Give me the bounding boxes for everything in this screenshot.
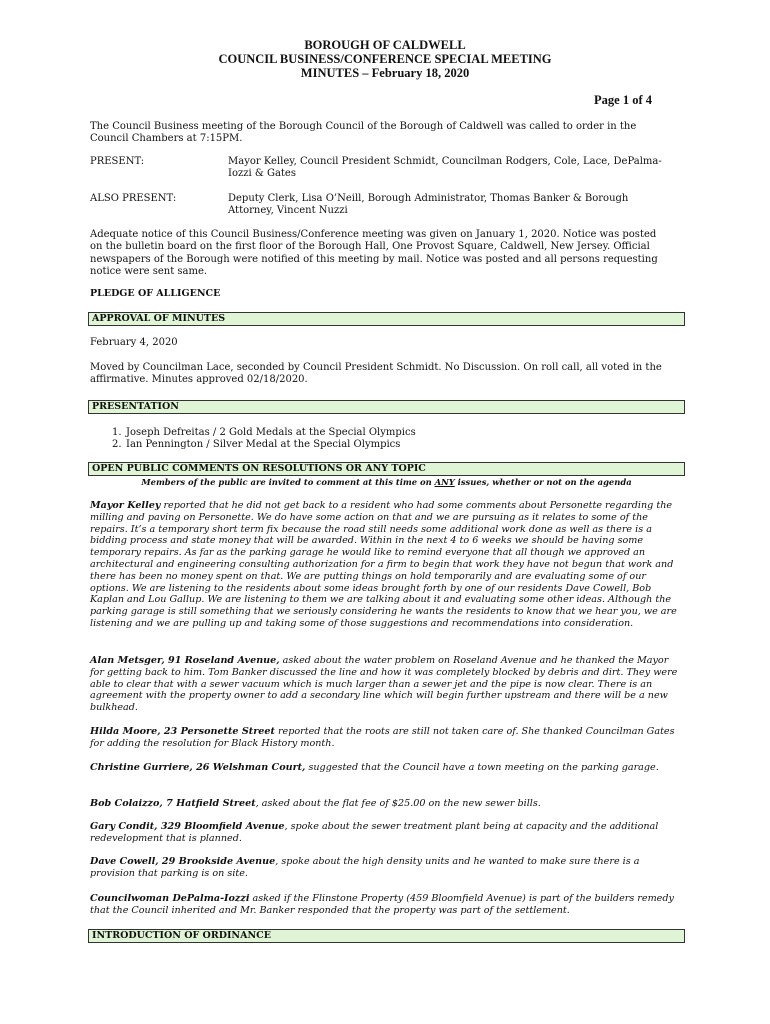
commenter-name: Bob Colaizzo, 7 Hatfield Street: [90, 798, 256, 809]
item-number: 2.: [112, 439, 122, 450]
commenter-name: Hilda Moore, 23 Personette Street: [90, 726, 275, 737]
minutes-date-title: MINUTES – February 18, 2020: [300, 66, 470, 80]
commenter-name: Councilwoman DePalma-Iozzi: [90, 893, 250, 904]
list-item: [112, 439, 416, 451]
approval-date: February 4, 2020: [90, 337, 178, 348]
public-comment: [90, 798, 680, 810]
commenter-name: Gary Condit, 329 Bloomfield Avenue: [90, 821, 285, 832]
public-comment: [90, 856, 680, 880]
comment-text: reported that he did not get back to a resident who had some comments about Personette regarding the milling and paving on Personette. We do have some action on that and we are pursuing as it relates to some of the repairs. It’s a temporary short term fix because the road still needs some additional work done as well as there is a bidding process and state money that will be awarded. Within in the next 4 to 6 weeks we should be having some temporary repairs. As far as the parking garage he would like to remind everyone that all though we approved an architectural and engineering consulting authorization for a firm to begin that work they have not begun that work and there has been no money spent on that. We are putting things on hold temporarily and are evaluating some of our options. We are listening to the residents about some ideas brought forth by one of our residents Dave Cowell, Bob Kaplan and Lou Gallup. We are listening to them we are talking about it and evaluating some other ideas. Although the parking garage is still something that we seriously considering he wants the residents to know that we hear you, we are listening and we are pulling up and taking some of those suggestions and recommendations into consideration.: [90, 500, 677, 629]
approval-motion: Moved by Councilman Lace, seconded by Council President Schmidt. No Discussion. On roll call, all voted in the affirmative. Minutes approved 02/18/2020.: [90, 362, 662, 386]
public-comments-subtitle: [88, 477, 685, 487]
comment-text: asked about the water problem on Roseland Avenue and he thanked the Mayor for getting back to him. Tom Banker discussed the line and how it was completely blocked by debris and dirt. They were able to clear that with a sewer vacuum which is much larger than a sewer jet and the pipe is now clear. There is an agreement with the property owner to add a secondary line which will begin further upstream and there will be a new bulkhead.: [90, 655, 678, 714]
public-comment: [90, 655, 680, 714]
also-present-value: Deputy Clerk, Lisa O’Neill, Borough Administrator, Thomas Banker & Borough Attorney, Vincent Nuzzi: [228, 193, 629, 217]
commenter-name: Christine Gurriere, 26 Welshman Court,: [90, 762, 306, 773]
comment-text: asked if the Flinstone Property (459 Bloomfield Avenue) is part of the builders remedy that the Council inherited and Mr. Banker responded that the property was part of the settlement.: [90, 893, 674, 916]
comment-text: , spoke about the sewer treatment plant being at capacity and the additional redevelopment that is planned.: [90, 821, 659, 844]
comment-text: suggested that the Council have a town meeting on the parking garage.: [305, 762, 659, 773]
also-present-label: ALSO PRESENT:: [90, 193, 177, 204]
commenter-name: Mayor Kelley: [90, 500, 161, 511]
borough-title: BOROUGH OF CALDWELL: [304, 38, 466, 52]
public-comment: [90, 893, 680, 917]
approval-section-header: APPROVAL OF MINUTES: [88, 312, 685, 326]
comment-text: , spoke about the high density units and he wanted to make sure there is a provision that parking is on site.: [90, 856, 640, 879]
subtitle-text-end: issues, whether or not on the agenda: [454, 477, 632, 487]
presentation-section-header: PRESENTATION: [88, 400, 685, 414]
comment-text: reported that the roots are still not taken care of. She thanked Councilman Gates for adding the resolution for Black History month.: [90, 726, 675, 749]
commenter-name: Dave Cowell, 29 Brookside Avenue: [90, 856, 276, 867]
public-comment: [90, 726, 680, 750]
commenter-name: Alan Metsger, 91 Roseland Avenue,: [90, 655, 280, 666]
presentation-list: [112, 427, 416, 451]
item-text: Ian Pennington / Silver Medal at the Special Olympics: [126, 439, 401, 450]
ordinance-section-header: INTRODUCTION OF ORDINANCE: [88, 929, 685, 943]
item-number: 1.: [112, 427, 122, 438]
public-comment: [90, 500, 680, 630]
subtitle-emphasis: ANY: [434, 477, 455, 487]
present-label: PRESENT:: [90, 156, 145, 167]
notice-paragraph: Adequate notice of this Council Business/Conference meeting was given on January 1, 2020. Notice was posted on the bulletin board on the first floor of the Borough Hall, One Provost Square, Caldwell, New Jersey. Official newspapers of the Borough were notified of this meeting by mail. Notice was posted and all persons requesting notice were sent same.: [90, 229, 658, 278]
subtitle-text: Members of the public are invited to comment at this time on: [141, 477, 435, 487]
comment-text: , asked about the flat fee of $25.00 on the new sewer bills.: [255, 798, 541, 809]
page-number: Page 1 of 4: [594, 93, 652, 107]
item-text: Joseph Defreitas / 2 Gold Medals at the Special Olympics: [126, 427, 416, 438]
public-comment: [90, 762, 680, 774]
intro-paragraph: The Council Business meeting of the Borough Council of the Borough of Caldwell was called to order in the Council Chambers at 7:15PM.: [90, 121, 637, 145]
present-value: Mayor Kelley, Council President Schmidt, Councilman Rodgers, Cole, Lace, DePalma-Iozzi & Gates: [228, 156, 662, 180]
public-comment: [90, 821, 680, 845]
list-item: [112, 427, 416, 439]
meeting-title: COUNCIL BUSINESS/CONFERENCE SPECIAL MEETING: [218, 52, 552, 66]
public-comments-section-header: OPEN PUBLIC COMMENTS ON RESOLUTIONS OR ANY TOPIC: [88, 462, 685, 476]
pledge-heading: PLEDGE OF ALLIGENCE: [90, 288, 221, 299]
